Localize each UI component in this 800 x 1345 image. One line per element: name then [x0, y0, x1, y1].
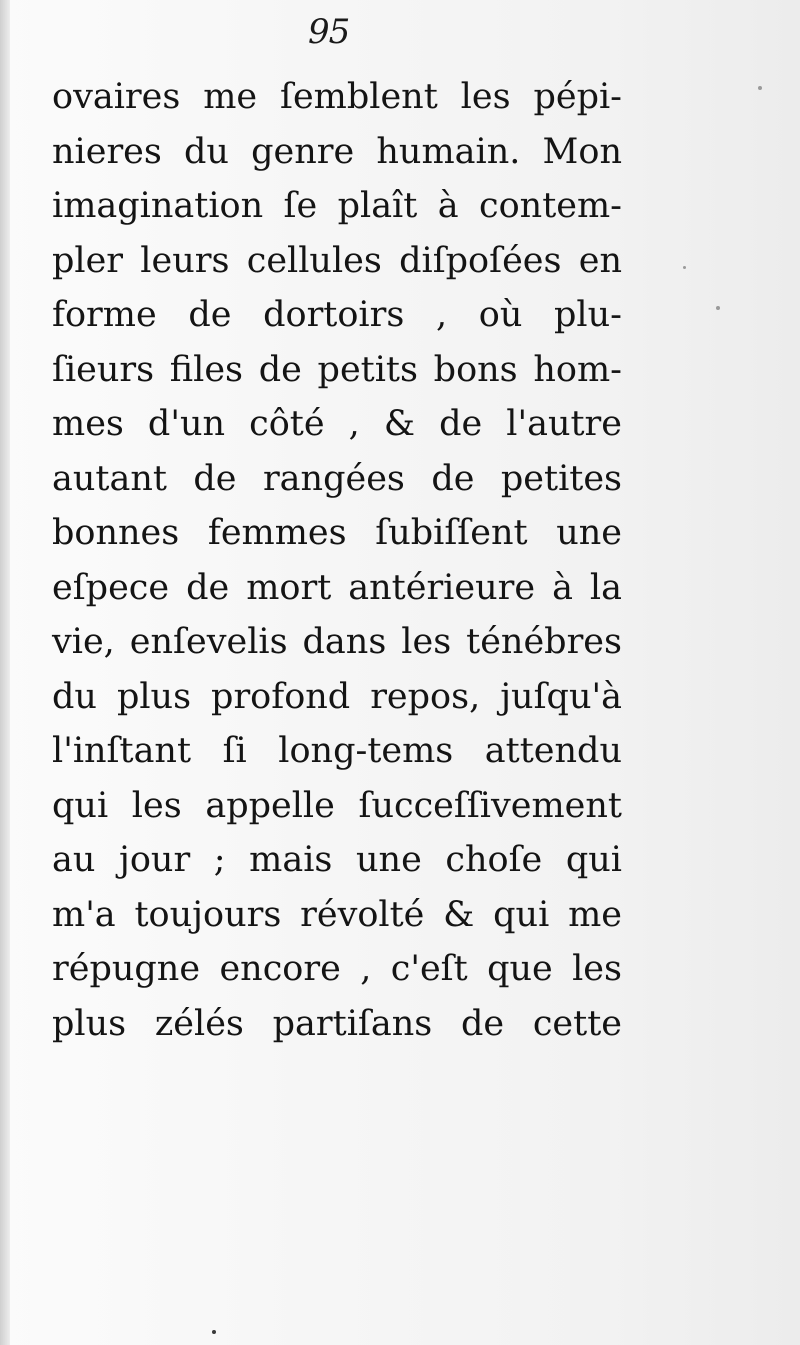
- text-line: vie, enſevelis dans les ténébres: [52, 622, 622, 662]
- text-line: plus zélés partiſans de cette: [52, 1003, 622, 1044]
- text-line: imagination ſe plaît à contem-: [52, 186, 622, 226]
- paper-speck: [758, 86, 762, 90]
- text-line: mes d'un côté , & de l'autre: [52, 404, 622, 444]
- text-line: qui les appelle ſucceſſivement: [52, 785, 622, 826]
- text-line: répugne encore , c'eſt que les: [52, 949, 622, 989]
- text-line: m'a toujours révolté & qui me: [52, 894, 622, 935]
- page-gutter-shadow: [0, 0, 10, 1345]
- text-line: bonnes femmes ſubiſſent une: [52, 513, 622, 553]
- text-line: nieres du genre humain. Mon: [52, 131, 622, 172]
- page-number: 95: [308, 12, 350, 52]
- paper-speck: [212, 1330, 216, 1334]
- paper-speck: [683, 266, 686, 269]
- paper-speck: [716, 306, 720, 310]
- text-line: autant de rangées de petites: [52, 458, 622, 499]
- text-line: ſieurs files de petits bons hom-: [52, 349, 622, 390]
- text-line: forme de dortoirs , où plu-: [52, 295, 622, 335]
- text-line: au jour ; mais une choſe qui: [52, 840, 622, 880]
- text-line: eſpece de mort antérieure à la: [52, 567, 622, 608]
- body-text: [52, 70, 622, 1051]
- text-line: du plus profond repos, juſqu'à: [52, 676, 622, 717]
- text-line: ovaires me ſemblent les pépi-: [52, 77, 622, 117]
- text-line: pler leurs cellules diſpoſées en: [52, 240, 622, 281]
- text-line: l'inſtant ſi long-tems attendu: [52, 731, 622, 771]
